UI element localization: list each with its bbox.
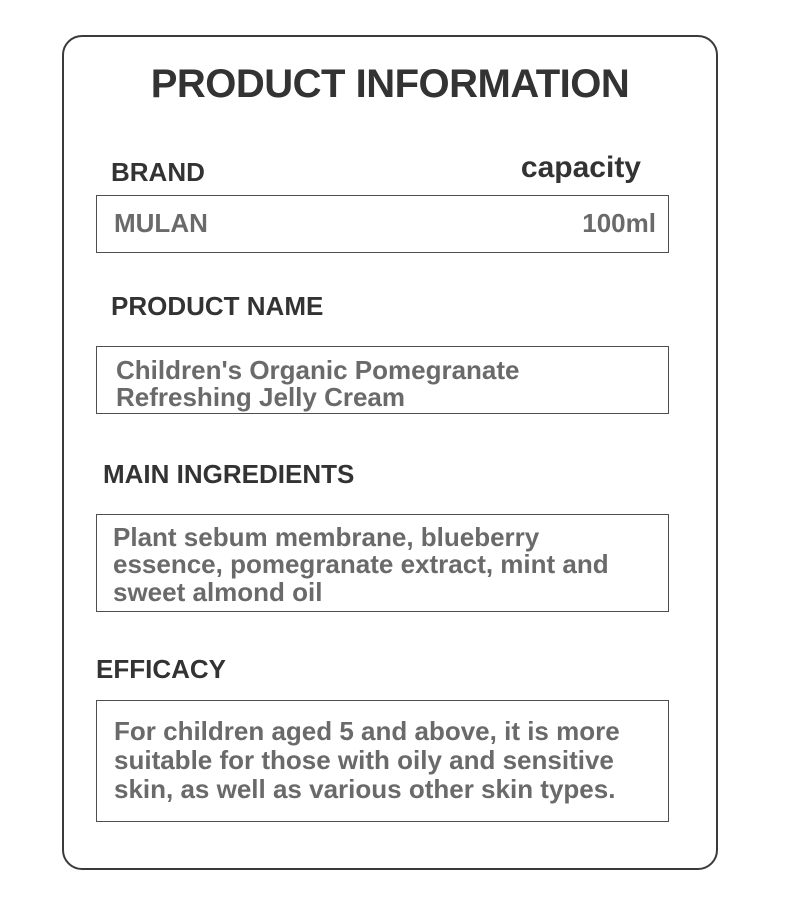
main-ingredients-value: Plant sebum membrane, blueberry essence, pomegranate extract, mint and sweet almond oil xyxy=(113,522,609,607)
brand-value: MULAN xyxy=(114,208,208,239)
efficacy-box xyxy=(96,700,669,822)
product-name-label: PRODUCT NAME xyxy=(111,291,324,321)
brand-value-box xyxy=(96,195,669,253)
product-name-box xyxy=(96,346,669,414)
product-name-value: Children's Organic Pomegranate Refreshing Jelly Cream xyxy=(116,355,520,413)
product-info-card xyxy=(62,35,718,870)
page-title: PRODUCT INFORMATION xyxy=(150,62,630,106)
efficacy-label: EFFICACY xyxy=(96,654,226,684)
capacity-value: 100ml xyxy=(582,208,656,239)
capacity-label: capacity xyxy=(520,151,641,184)
efficacy-value: For children aged 5 and above, it is more suitable for those with oily and sensitive skin, as well as various other skin types. xyxy=(114,716,620,805)
brand-label: BRAND xyxy=(111,157,205,187)
main-ingredients-box xyxy=(96,514,669,612)
main-ingredients-label: MAIN INGREDIENTS xyxy=(103,459,355,489)
